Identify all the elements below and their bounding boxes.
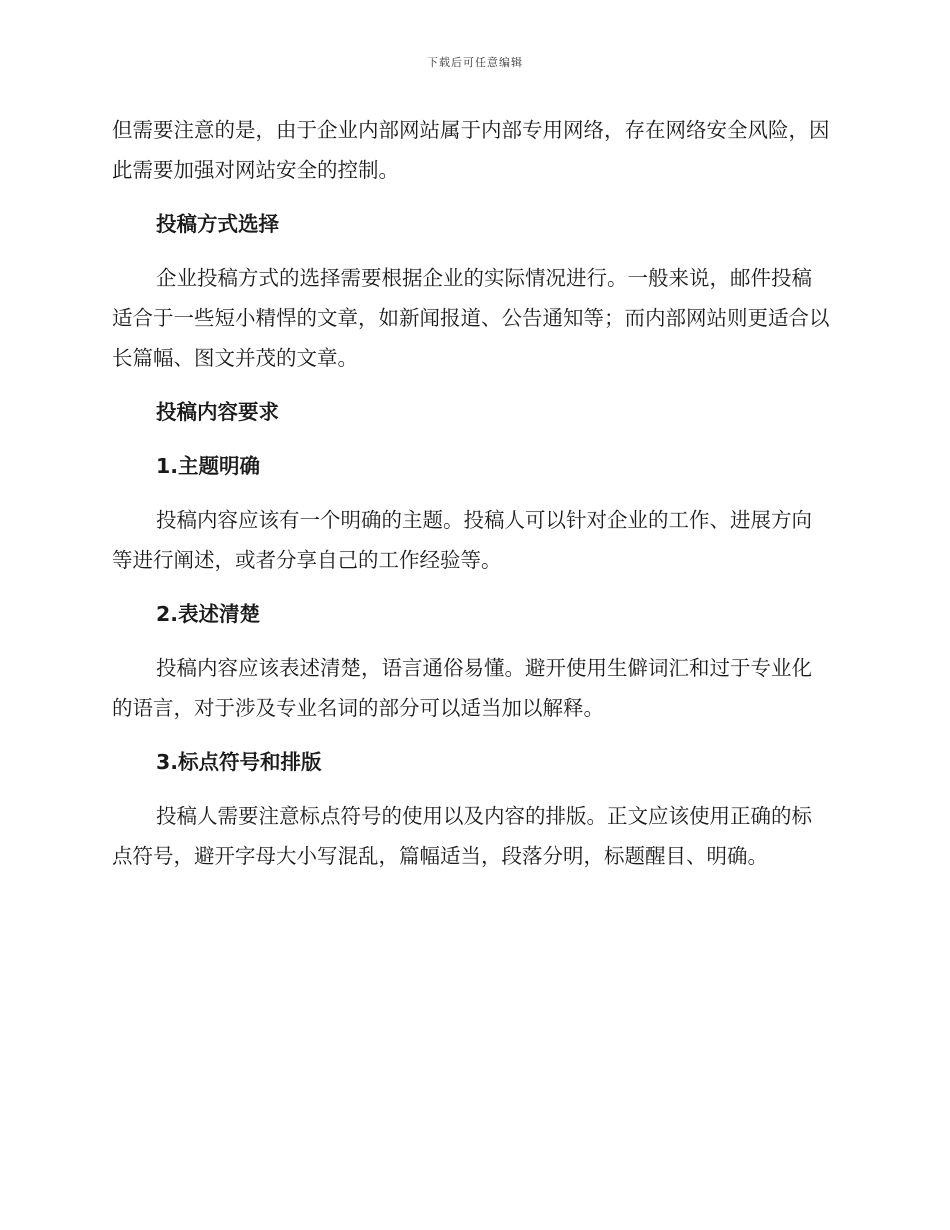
- heading-clear-theme: 1.主题明确: [156, 454, 261, 478]
- page-header: 下载后可任意编辑: [427, 56, 523, 69]
- paragraph-punctuation-layout: 投稿人需要注意标点符号的使用以及内容的排版。正文应该使用正确的标点符号，避开字母大小写混乱，篇幅适当，段落分明，标题醒目、明确。: [112, 804, 812, 868]
- heading-punctuation-layout: 3.标点符号和排版: [156, 750, 322, 774]
- heading-submission-method: 投稿方式选择: [156, 212, 279, 236]
- heading-content-requirements: 投稿内容要求: [156, 400, 279, 424]
- paragraph-clear-expression: 投稿内容应该表述清楚，语言通俗易懂。避开使用生僻词汇和过于专业化的语言，对于涉及专业名词的部分可以适当加以解释。: [112, 656, 812, 720]
- heading-clear-expression: 2.表述清楚: [156, 602, 261, 626]
- document-body: [112, 110, 832, 890]
- paragraph-submission-method: 企业投稿方式的选择需要根据企业的实际情况进行。一般来说，邮件投稿适合于一些短小精悍的文章，如新闻报道、公告通知等；而内部网站则更适合以长篇幅、图文并茂的文章。: [112, 266, 830, 370]
- paragraph-clear-theme: 投稿内容应该有一个明确的主题。投稿人可以针对企业的工作、进展方向等进行阐述，或者分享自己的工作经验等。: [112, 508, 812, 572]
- paragraph-intro: 但需要注意的是，由于企业内部网站属于内部专用网络，存在网络安全风险，因此需要加强对网站安全的控制。: [112, 118, 830, 182]
